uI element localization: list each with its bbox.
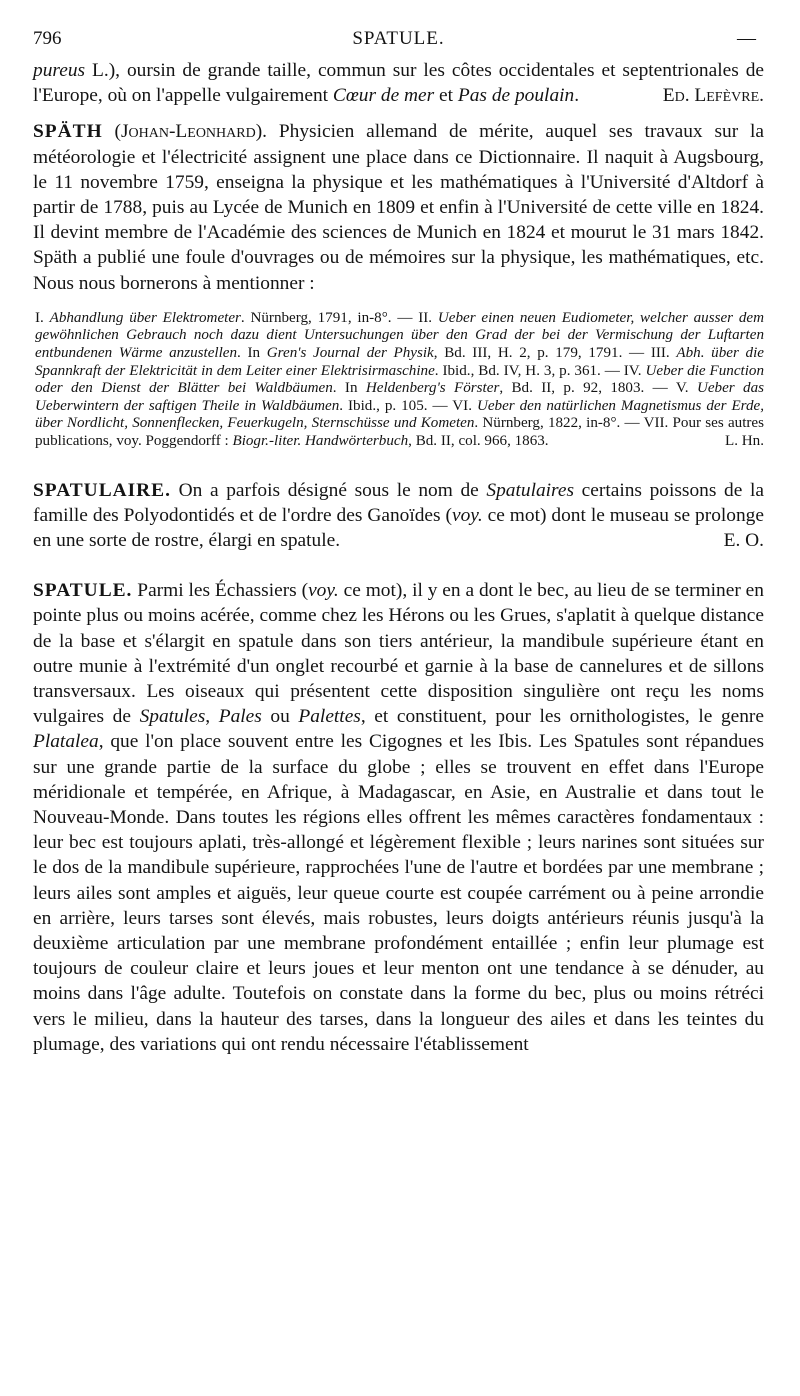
entry-text: ce mot) dont le museau se prolonge en une sorte de rostre, élargi en spatule. (33, 504, 764, 551)
entry-body: Physicien allemand de mérite, auquel ses travaux sur la météorologie et l'électricité assignent une place dans ce Dictionnaire. Il naquit à Augsbourg, le 11 novembre 1759, enseigna la physique et les mathématiques à l'Université d'Altdorf à partir de 1788, puis au Lycée de Munich en 1809 et enfin à l'Université de cette ville en 1824. Il devint membre de l'Académie des sciences de Munich en 1824 et mourut le 31 mars 1842. Späth a publié une foule d'ouvrages ou de mémoires sur la physique, les mathématiques, etc. Nous nous bornerons à mentionner : (33, 121, 764, 294)
entry-headword: SPATULAIRE. (33, 479, 171, 501)
entry-given-names: (Johan-Leonhard). (114, 121, 268, 143)
ref-publication: . Ibid., p. 105. — VI. (339, 397, 477, 414)
entry-spatulaire (33, 478, 764, 554)
running-title: SPATULE. (352, 28, 445, 49)
continuation-text-2: et (434, 85, 458, 107)
entry-voy: voy. (308, 580, 339, 602)
ref-title: Abhandlung über Elektrometer (49, 309, 241, 326)
separator: ou (261, 706, 299, 728)
header-mark: — (737, 28, 756, 49)
continuation-text-3: . (574, 85, 580, 107)
running-header (33, 28, 764, 58)
ref-number: I. (35, 309, 50, 326)
vernacular-name: Palettes (298, 706, 361, 728)
entry-text: Parmi les Échassiers ( (132, 580, 309, 602)
continuation-text-1: L.), oursin de grande taille, commun sur les côtes occidentales et septentrionales de l'Europe, où on l'appelle vulgairement (33, 60, 764, 107)
ref-text: . In (332, 380, 366, 397)
vernacular-name: Spatules (139, 706, 206, 728)
entry-spatule (33, 578, 764, 1057)
entry-text: , et constituent, pour les ornithologistes, le genre (360, 706, 764, 728)
ref-publication: , Bd. II, col. 966, 1863. (408, 432, 549, 449)
author-signature: E. O. (723, 529, 764, 551)
ref-title: Ueber den natürlichen Magnetismus der Erde, über Nordlicht, Sonnenflecken, Feuerkugeln, Sternschüsse und Kometen (35, 397, 765, 432)
ref-journal: Gren's Journal der Physik (266, 345, 434, 362)
ref-title: Ueber die Function oder den Dienst der Blätter bei Waldbäumen (35, 362, 765, 397)
entry-text: , que l'on place souvent entre les Cigognes et les Ibis. Les Spatules sont répandues sur une grande partie de la surface du globe ; elles se trouvent en effet dans l'Europe méridionale et tempérée, en Afrique, à Madagascar, en Asie, en Australie et dans tout le Nouveau-Monde. Dans toutes les régions elles offrent les mêmes caractères fondamentaux : leur bec est toujours aplati, très-allongé et légèrement flexible ; leurs narines sont situées sur le dos de la mandibule supérieure, rapprochées l'une de l'autre et bordées par une membrane ; leurs ailes sont amples et aiguës, leur queue courte est coupée carrément ou à peine arrondie en arrière, leurs tarses sont élevés, mais robustes, leurs doigts antérieurs réunis jusqu'à la deuxième articulation par une membrane profondément entaillée ; enfin leur plumage est toujours de couleur claire et leurs joues et leur menton ont une tendance à se dénuder, au moins dans l'âge adulte. Toutefois on constate dans la forme du bec, plus ou moins rétréci vers le milieu, dans la hauteur des tarses, dans la longueur des ailes et dans les teintes du plumage, des variations qui ont rendu nécessaire l'établissement (33, 731, 764, 1055)
entry-headword: SPATULE. (33, 580, 133, 602)
entry-text: On a parfois désigné sous le nom de (170, 479, 487, 501)
ref-publication: , Bd. III, H. 2, p. 179, 1791. — III. (433, 345, 677, 362)
ref-journal: Heldenberg's Förster (365, 380, 500, 397)
continuation-paragraph (33, 58, 764, 108)
vernacular-name-1: Cœur de mer (332, 85, 435, 107)
entry-headword: SPÄTH (33, 121, 103, 143)
ref-title: Ueber das Ueberwintern der saftigen Theile in Waldbäumen (35, 380, 764, 414)
document-page (33, 28, 764, 1057)
ref-title: Ueber einen neuen Eudiometer, welcher ausser dem gewöhnlichen Gebrauch noch dazu dient Untersuchungen über den Grad der bei der Vermischung der Luftarten entbundenen Wärme anzustellen (35, 309, 764, 362)
entry-text: ce mot), il y en a dont le bec, au lieu de se terminer en pointe plus ou moins acérée, comme chez les Hérons ou les Grues, s'aplatit à quelque distance de la base et s'élargit en spatule dans son tiers antérieur, la mandibule supérieure étant en outre munie à l'extrémité d'un onglet recourbé et garnie à la base de cannelures et de sillons transversaux. Les oiseaux qui présentent cette disposition singulière ont reçu les noms vulgaires de (33, 580, 764, 728)
separator: , (205, 706, 219, 728)
vernacular-name: Pales (218, 706, 262, 728)
entry-term: Spatulaires (486, 479, 575, 501)
entry-voy: voy. (452, 504, 483, 526)
author-signature: L. Hn. (725, 432, 764, 449)
page-number: 796 (33, 28, 62, 49)
ref-text: . In (237, 345, 267, 362)
continuation-term: pureus (33, 60, 86, 81)
ref-publication: . Ibid., Bd. IV, H. 3, p. 361. — IV. (434, 362, 646, 379)
vernacular-name-2: Pas de poulain (457, 85, 575, 107)
entry-text: certains poissons de la famille des Polyodontidés et de l'ordre des Ganoïdes ( (33, 479, 764, 526)
bibliography-block (35, 310, 764, 451)
ref-title: Abh. über die Spannkraft der Elektricität in dem Leiter einer Elektrisirmaschine (35, 345, 764, 379)
entry-spath (33, 119, 764, 295)
ref-publication: . Nürnberg, 1822, in-8°. — VII. Pour ses autres publications, voy. Poggendorff : (35, 415, 764, 449)
ref-publication: . Nürnberg, 1791, in-8°. — II. (240, 309, 438, 326)
ref-publication: , Bd. II, p. 92, 1803. — V. (499, 380, 697, 397)
author-signature: Ed. Lefèvre. (662, 85, 764, 107)
ref-title: Biogr.-liter. Handwörterbuch (232, 432, 409, 449)
genus-name: Platalea (33, 731, 99, 753)
